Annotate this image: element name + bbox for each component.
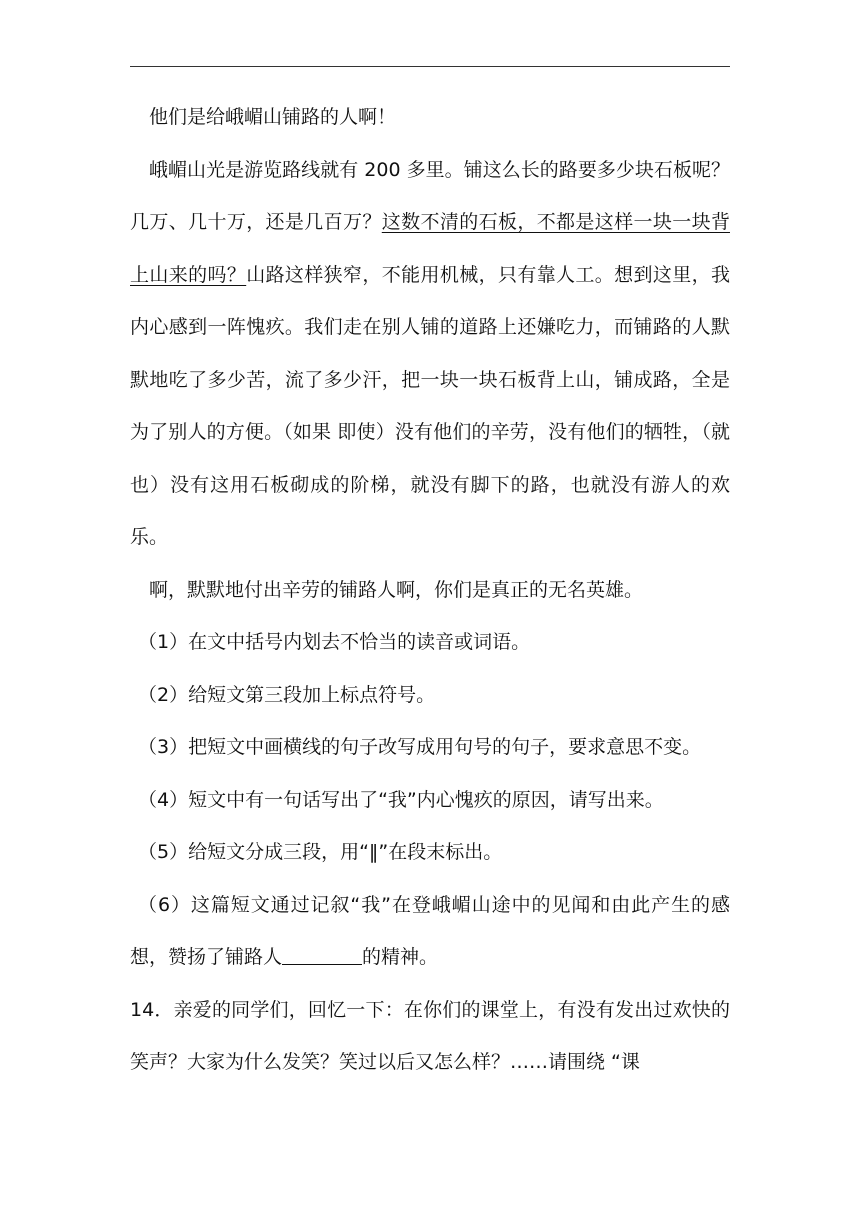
question-4: （4）短文中有一句话写出了“我”内心愧疚的原因，请写出来。 (138, 788, 664, 811)
paragraph-1: 他们是给峨嵋山铺路的人啊！ (149, 106, 397, 128)
question-6-text: （6）这篇短文通过记叙“我”在登峨嵋山途中的见闻和由此产生的感想，赞扬了铺路人 (130, 893, 730, 968)
question-3: （3）把短文中画横线的句子改写成用句号的句子，要求意思不变。 (138, 736, 702, 758)
question-1: （1）在文中括号内划去不恰当的读音或词语。 (138, 631, 531, 653)
document-body (130, 91, 730, 1089)
question-2: （2）给短文第三段加上标点符号。 (138, 683, 436, 706)
underlined-sentence: 这数不清的石板，不都是这样一块一块背上山来的吗？ (130, 211, 730, 286)
answer-blank[interactable] (282, 963, 362, 965)
header-rule (130, 66, 730, 67)
question-14: 14．亲爱的同学们，回忆一下：在你们的课堂上，有没有发出过欢快的笑声？大家为什么发笑？笑过以后又怎么样？……请围绕 “课 (130, 998, 730, 1073)
paragraph-3: 啊，默默地付出辛劳的铺路人啊，你们是真正的无名英雄。 (149, 578, 644, 601)
paragraph-2 (130, 144, 730, 564)
paragraph-2-text-a: 峨嵋山光是游览路线就有 200 多里。铺这么长的路要多少块石板呢？几万、几十万，还是几百万？ (130, 158, 730, 233)
paragraph-2-text-b: 山路这样狭窄，不能用机械，只有靠人工。想到这里，我内心感到一阵愧疚。我们走在别人铺的道路上还嫌吃力，而铺路的人默默地吃了多少苦，流了多少汗，把一块一块石板背上山，铺成路，全是为了别人的方便。（如果 即使）没有他们的辛劳，没有他们的牺牲，（就 也）没有这用石板砌成的阶梯，就没有脚下的路，也就没有游人的欢乐。 (130, 263, 730, 548)
question-6-end: 的精神。 (362, 946, 439, 968)
question-5: （5）给短文分成三段，用“‖”在段末标出。 (138, 841, 503, 863)
question-6 (130, 879, 730, 984)
